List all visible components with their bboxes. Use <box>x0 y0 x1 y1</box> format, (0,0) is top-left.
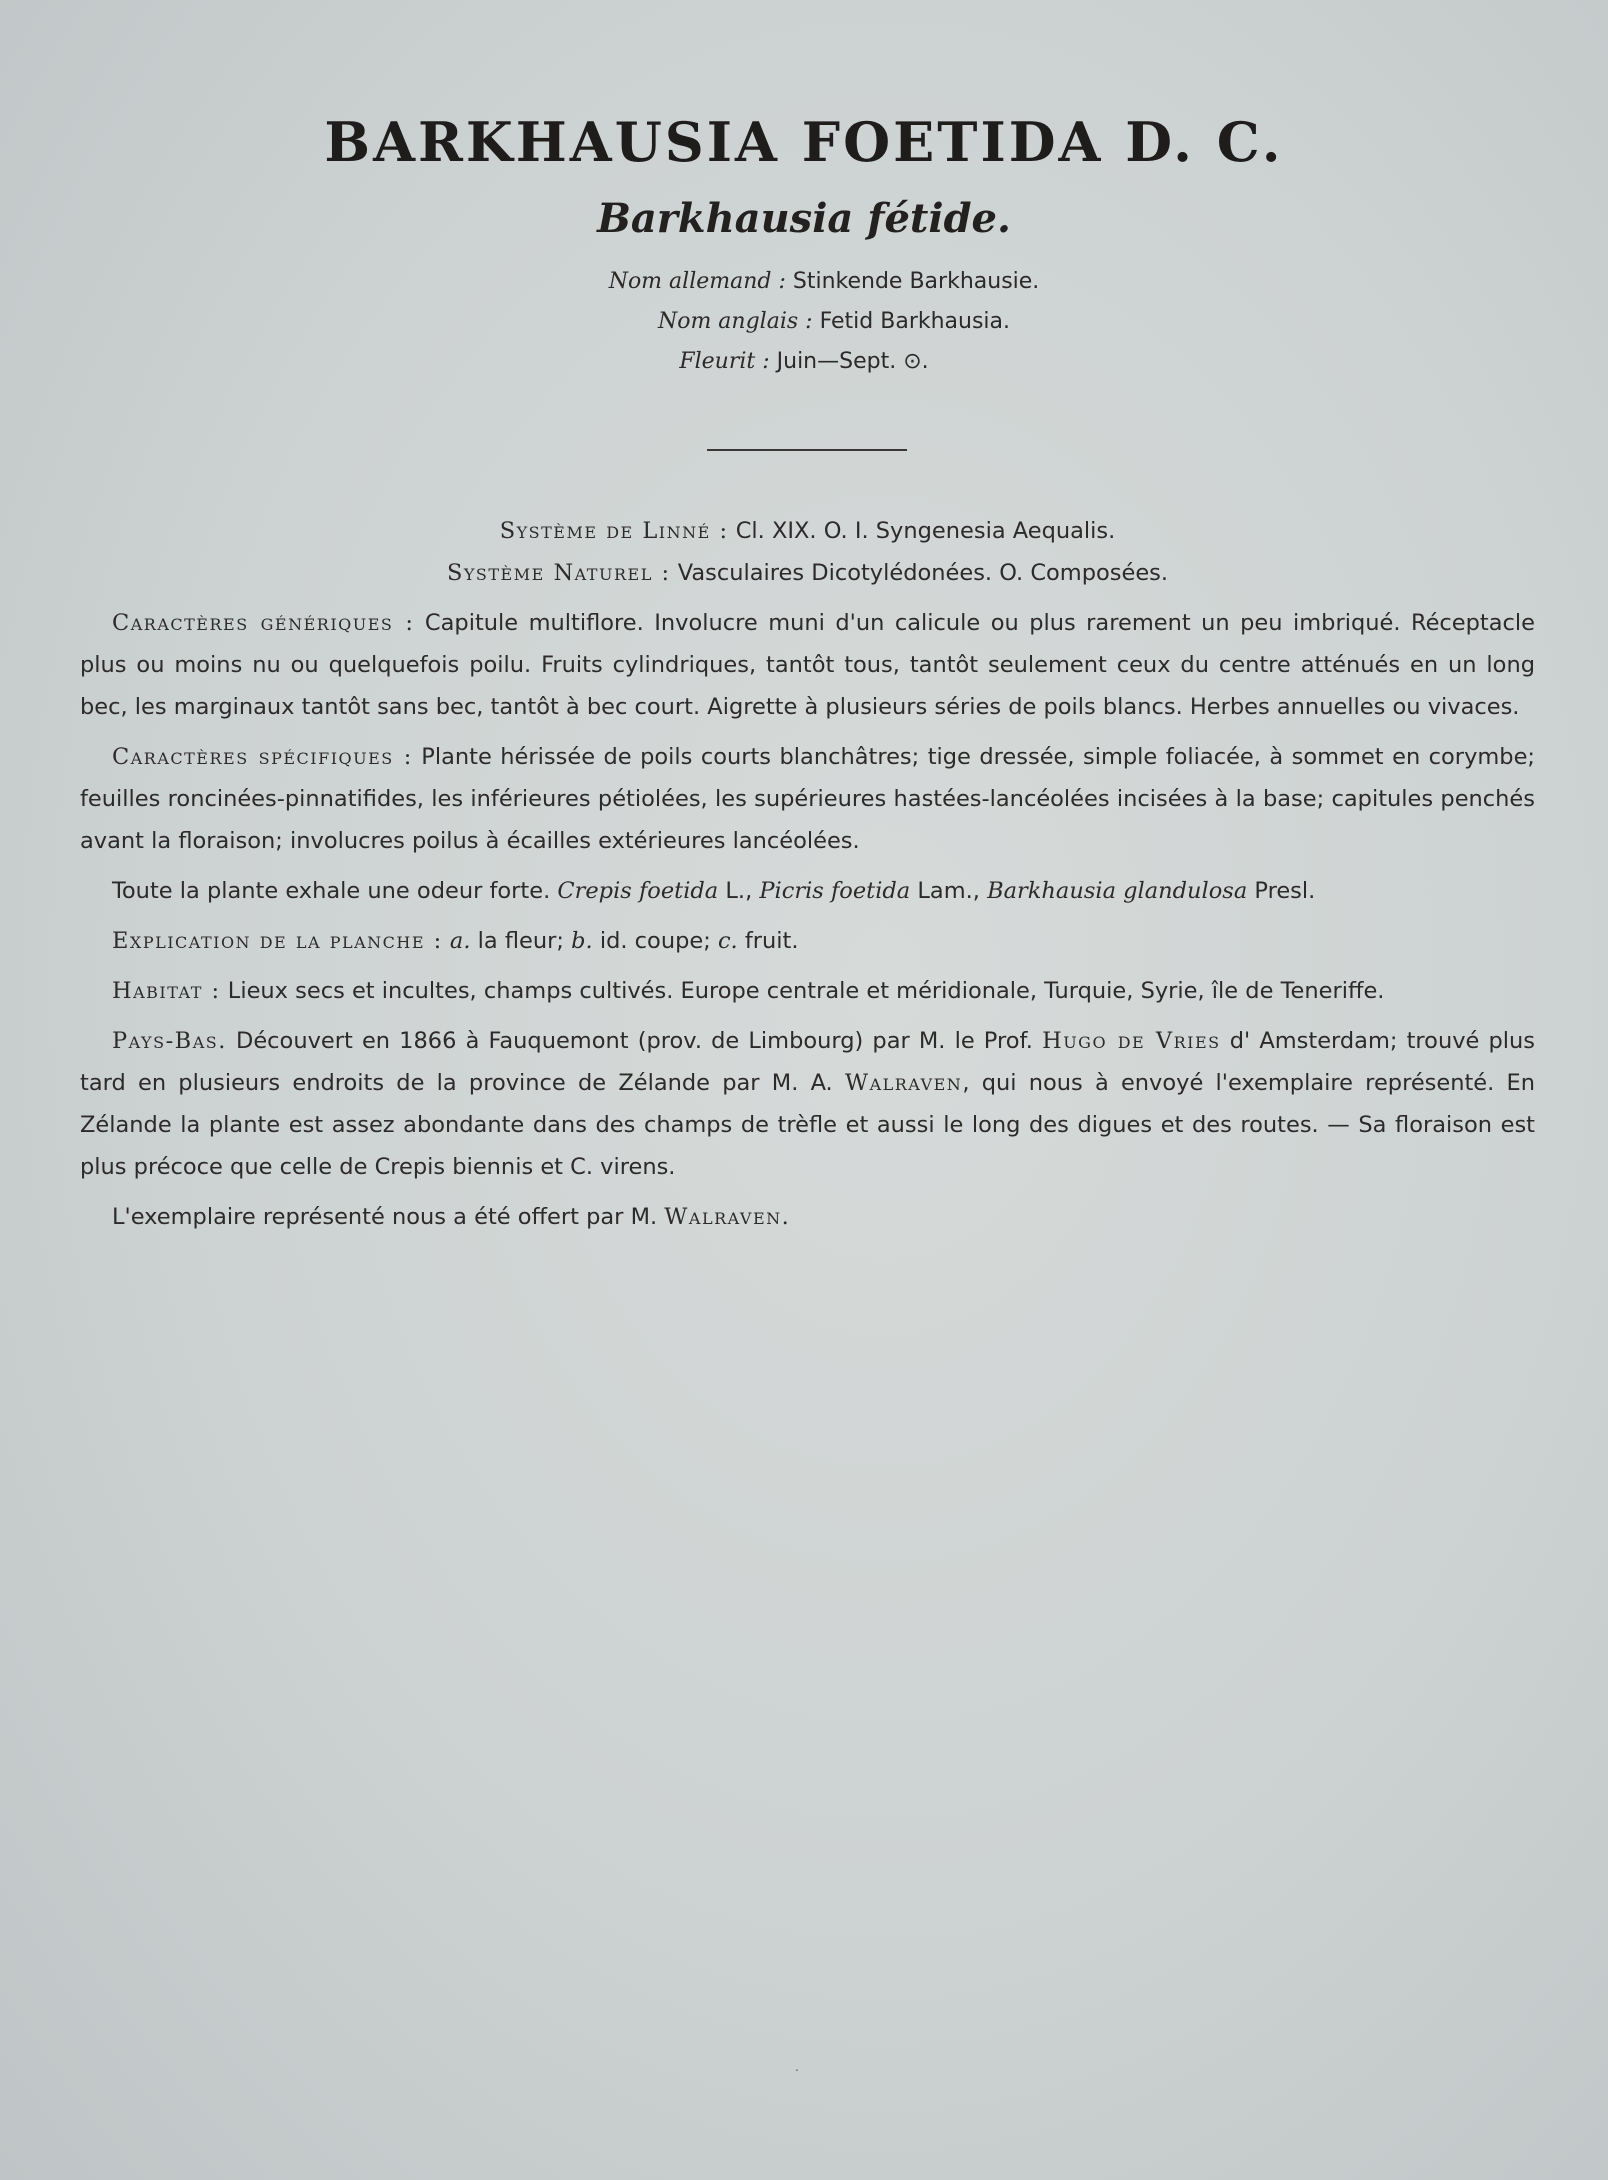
plate-explanation-paragraph <box>80 920 1535 962</box>
specific-characters-text: Plante hérissée de poils courts blanchâtres; tige dressée, simple foliacée, à sommet en corymbe; feuilles roncinées-pinnatifides, les inférieures pétiolées, les supérieures hastées-lancéolées incisées à la base; capitules penchés avant la floraison; involucres poilus à écailles extérieures lancéolées. <box>80 744 1536 854</box>
netherlands-text-2: d' Amsterdam; trouvé plus tard en plusieurs endroits de la province de Zélande par M. A. <box>80 1028 1536 1096</box>
natural-system-value: Vasculaires Dicotylédonées. O. Composées. <box>677 560 1169 586</box>
odour-synonyms-paragraph <box>80 870 1535 912</box>
german-name-row <box>0 262 1608 302</box>
natural-system-label: Système Naturel : <box>446 560 671 586</box>
linne-system-value: Cl. XIX. O. I. Syngenesia Aequalis. <box>735 518 1116 544</box>
synonym-barkhausia: Barkhausia glandulosa <box>987 878 1248 904</box>
common-names-block <box>0 262 1608 382</box>
synonym-picris: Picris foetida <box>759 878 911 904</box>
synonym-barkhausia-author: Presl. <box>1254 878 1316 904</box>
habitat-text: Lieux secs et incultes, champs cultivés. Europe centrale et méridionale, Turquie, Syrie, île de Teneriffe. <box>227 978 1385 1004</box>
plate-key-b-text: id. coupe; <box>599 928 711 954</box>
specific-characters-paragraph <box>80 736 1535 862</box>
generic-characters-label: Caractères génériques : <box>112 610 415 636</box>
generic-characters-paragraph <box>80 602 1535 728</box>
title-divider <box>707 449 907 451</box>
netherlands-label: Pays-Bas. <box>112 1028 227 1054</box>
english-name-value: Fetid Barkhausia. <box>819 309 1011 334</box>
description-body <box>80 510 1535 1246</box>
closing-paragraph <box>80 1196 1535 1238</box>
synonym-picris-author: Lam., <box>917 878 980 904</box>
plate-key-b: b. <box>571 928 593 954</box>
english-name-row <box>0 302 1608 342</box>
page-subtitle: Barkhausia fétide. <box>597 195 1011 242</box>
habitat-label: Habitat : <box>112 978 221 1004</box>
footer-mark: . <box>795 2060 799 2074</box>
generic-characters-text: Capitule multiflore. Involucre muni d'un calicule ou plus rarement un peu imbriqué. Réceptacle plus ou moins nu ou quelquefois poilu. Fruits cylindriques, tantôt tous, tantôt seulement ceux du centre atténués en un long bec, les marginaux tantôt sans bec, tantôt à bec court. Aigrette à plusieurs séries de poils blancs. Herbes annuelles ou vivaces. <box>80 610 1535 720</box>
closing-text: L'exemplaire représenté nous a été offert par M. <box>112 1204 658 1230</box>
synonym-crepis-author: L., <box>725 878 753 904</box>
closing-name: Walraven. <box>664 1204 791 1230</box>
plate-key-c-text: fruit. <box>744 928 799 954</box>
plate-key-a-text: la fleur; <box>477 928 564 954</box>
page-title: BARKHAUSIA FOETIDA D. C. <box>324 110 1284 174</box>
habitat-paragraph <box>80 970 1535 1012</box>
netherlands-text-1: Découvert en 1866 à Fauquemont (prov. de Limbourg) par M. le Prof. <box>236 1028 1033 1054</box>
collector-name-walraven: Walraven <box>844 1070 963 1096</box>
netherlands-text-3: , qui nous à envoyé l'exemplaire représenté. En Zélande la plante est assez abondante dans des champs de trèfle et aussi le long des digues et des routes. — Sa floraison est plus précoce que celle de Crepis biennis et C. virens. <box>80 1070 1536 1180</box>
linne-system-label: Système de Linné : <box>499 518 729 544</box>
netherlands-paragraph <box>80 1020 1535 1188</box>
english-name-label: Nom anglais : <box>657 309 813 334</box>
flowering-label: Fleurit : <box>679 349 770 374</box>
synonym-crepis: Crepis foetida <box>557 878 719 904</box>
plate-key-c: c. <box>717 928 738 954</box>
german-name-label: Nom allemand : <box>608 269 786 294</box>
flowering-row <box>0 342 1608 382</box>
linne-system-line <box>80 510 1535 552</box>
german-name-value: Stinkende Barkhausie. <box>792 269 1040 294</box>
specific-characters-label: Caractères spécifiques : <box>112 744 413 770</box>
natural-system-line <box>80 552 1535 594</box>
plate-explanation-label: Explication de la planche : <box>112 928 443 954</box>
odour-text: Toute la plante exhale une odeur forte. <box>112 878 551 904</box>
collector-name-de-vries: Hugo de Vries <box>1042 1028 1221 1054</box>
flowering-value: Juin—Sept. ⊙. <box>776 349 929 374</box>
plate-key-a: a. <box>449 928 471 954</box>
